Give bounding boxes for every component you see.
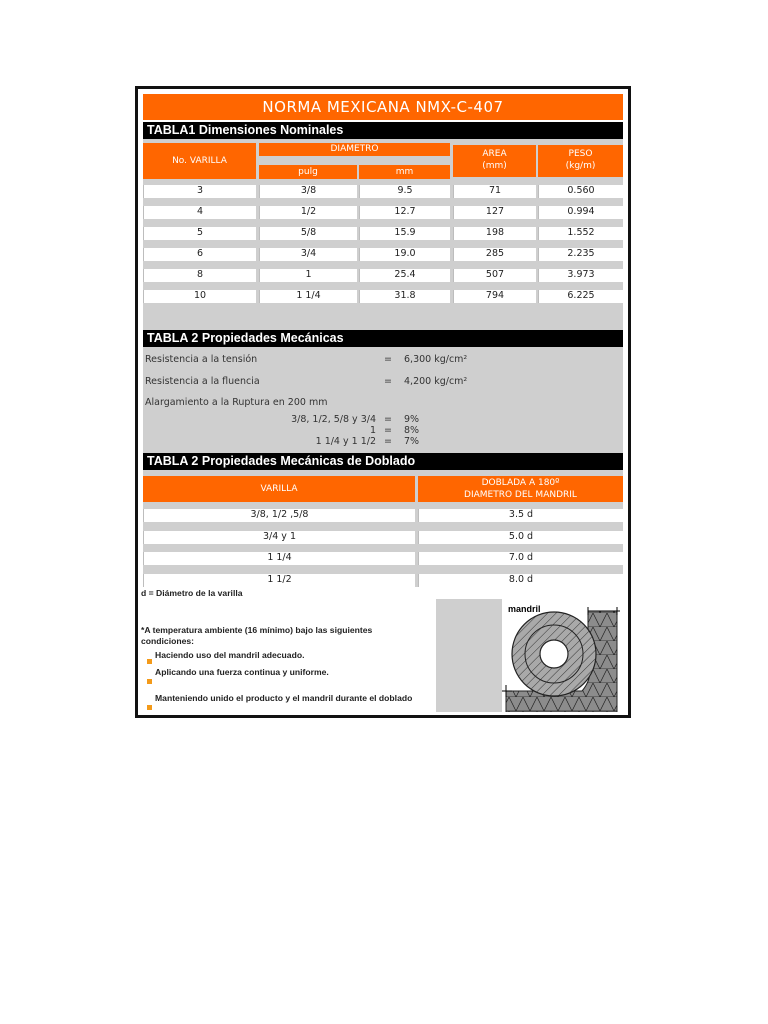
table-row — [138, 269, 628, 282]
alargamiento-eq: = — [384, 436, 392, 447]
mm-cell: 25.4 — [359, 269, 450, 282]
condition-item: Haciendo uso del mandril adecuado. — [155, 650, 305, 660]
varilla-cell: 8 — [143, 269, 256, 282]
area-cell: 794 — [453, 290, 536, 303]
table-row — [138, 290, 628, 303]
mm-cell: 12.7 — [359, 206, 450, 219]
table-row — [138, 248, 628, 261]
peso-cell: 3.973 — [538, 269, 623, 282]
pulg-cell: 3/8 — [259, 185, 357, 198]
col-area-header — [453, 145, 536, 177]
col-diametro-header: DIAMETRO — [259, 143, 450, 156]
conditions-intro: *A temperatura ambiente (16 mínimo) bajo las siguientes condiciones: — [141, 625, 373, 646]
pulg-cell: 3/4 — [259, 248, 357, 261]
area-cell: 198 — [453, 227, 536, 240]
col-doblada-line1: DOBLADA A 180º — [481, 478, 560, 488]
tension-label: Resistencia a la tensión — [145, 354, 258, 365]
table-row — [138, 509, 628, 522]
varilla-cell: 3/4 y 1 — [143, 531, 415, 544]
mandril-cell: 8.0 d — [418, 574, 623, 587]
col-area-unit: (mm) — [482, 161, 507, 171]
diagram-gray-panel — [436, 599, 502, 712]
mm-cell: 31.8 — [359, 290, 450, 303]
peso-cell: 6.225 — [538, 290, 623, 303]
alargamiento-size: 1 — [369, 425, 376, 436]
condition-item: Aplicando una fuerza continua y uniforme. — [155, 667, 329, 677]
table-row — [138, 206, 628, 219]
varilla-cell: 3 — [143, 185, 256, 198]
alargamiento-value: 7% — [404, 436, 420, 447]
table-row — [138, 227, 628, 240]
varilla-cell: 1 1/4 — [143, 552, 415, 565]
peso-cell: 0.560 — [538, 185, 623, 198]
mandril-diagram — [502, 599, 622, 712]
col-peso-header — [538, 145, 623, 177]
col-pulg-header: pulg — [259, 165, 357, 179]
table-row — [138, 574, 628, 587]
pulg-cell: 1 1/4 — [259, 290, 357, 303]
table-row — [138, 531, 628, 544]
document-frame — [135, 86, 631, 718]
area-cell: 71 — [453, 185, 536, 198]
col-peso-unit: (kg/m) — [565, 161, 596, 171]
peso-cell: 0.994 — [538, 206, 623, 219]
table-row — [138, 552, 628, 565]
fluencia-label: Resistencia a la fluencia — [145, 376, 260, 387]
diagram-label: mandril — [508, 604, 541, 614]
mm-cell: 9.5 — [359, 185, 450, 198]
area-cell: 507 — [453, 269, 536, 282]
table-row — [138, 185, 628, 198]
area-cell: 285 — [453, 248, 536, 261]
area-cell: 127 — [453, 206, 536, 219]
bullet-marker — [147, 679, 152, 684]
varilla-cell: 1 1/2 — [143, 574, 415, 587]
tabla1-heading: TABLA1 Dimensiones Nominales — [143, 122, 623, 139]
alargamiento-eq: = — [384, 414, 392, 425]
col-doblada-line2: DIAMETRO DEL MANDRIL — [464, 490, 577, 500]
alargamiento-value: 8% — [404, 425, 420, 436]
varilla-cell: 5 — [143, 227, 256, 240]
alargamiento-size: 1 1/4 y 1 1/2 — [315, 436, 376, 447]
bullet-marker — [147, 705, 152, 710]
condition-item: Manteniendo unido el producto y el mandril durante el doblado — [155, 693, 413, 703]
alargamiento-value: 9% — [404, 414, 420, 425]
pulg-cell: 1 — [259, 269, 357, 282]
peso-cell: 1.552 — [538, 227, 623, 240]
varilla-cell: 10 — [143, 290, 256, 303]
tabla3-col-doblada-header — [418, 476, 623, 502]
tabla2-heading: TABLA 2 Propiedades Mecánicas — [143, 330, 623, 347]
fluencia-eq: = — [384, 376, 392, 387]
mandril-cell: 5.0 d — [418, 531, 623, 544]
col-peso-label: PESO — [568, 149, 593, 159]
varilla-cell: 6 — [143, 248, 256, 261]
tabla3-col-varilla-header: VARILLA — [143, 476, 415, 502]
tension-value: 6,300 kg/cm² — [404, 354, 468, 365]
page-title: NORMA MEXICANA NMX-C-407 — [143, 94, 623, 120]
d-definition: d = Diámetro de la varilla — [141, 588, 243, 598]
pulg-cell: 1/2 — [259, 206, 357, 219]
varilla-cell: 3/8, 1/2 ,5/8 — [143, 509, 415, 522]
tension-eq: = — [384, 354, 392, 365]
col-varilla-header: No. VARILLA — [143, 143, 256, 179]
pulg-cell: 5/8 — [259, 227, 357, 240]
mm-cell: 19.0 — [359, 248, 450, 261]
varilla-cell: 4 — [143, 206, 256, 219]
peso-cell: 2.235 — [538, 248, 623, 261]
alargamiento-label: Alargamiento a la Ruptura en 200 mm — [145, 397, 328, 408]
mandril-cell: 3.5 d — [418, 509, 623, 522]
bullet-marker — [147, 659, 152, 664]
mandril-cell: 7.0 d — [418, 552, 623, 565]
col-mm-header: mm — [359, 165, 450, 179]
fluencia-value: 4,200 kg/cm² — [404, 376, 468, 387]
mm-cell: 15.9 — [359, 227, 450, 240]
col-area-label: AREA — [482, 149, 507, 159]
alargamiento-eq: = — [384, 425, 392, 436]
tabla3-heading: TABLA 2 Propiedades Mecánicas de Doblado — [143, 453, 623, 470]
alargamiento-size: 3/8, 1/2, 5/8 y 3/4 — [291, 414, 376, 425]
